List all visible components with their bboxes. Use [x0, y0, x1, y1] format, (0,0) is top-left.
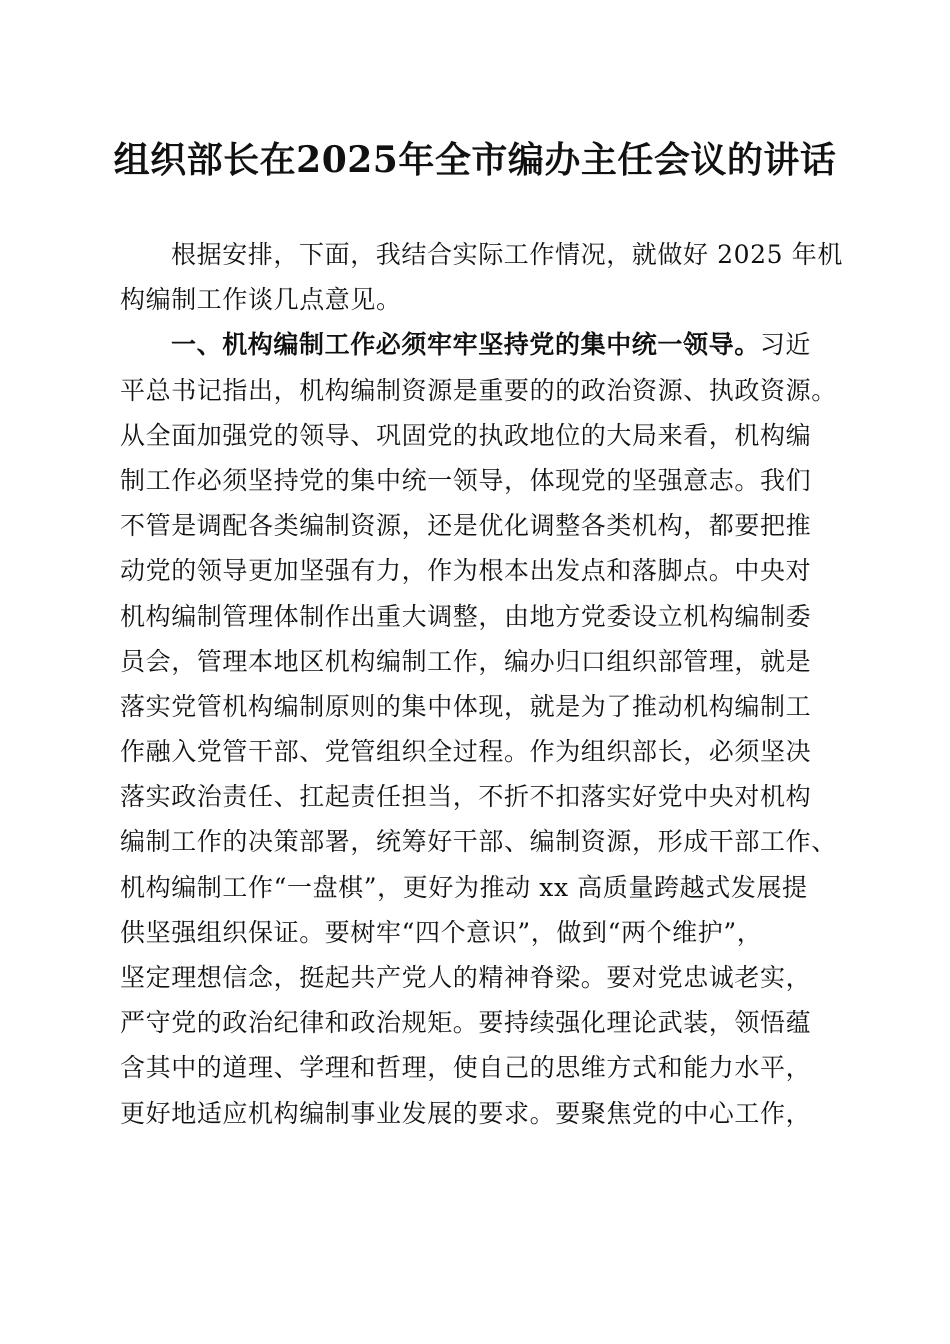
- paragraph-line: 更好地适应机构编制事业发展的要求。要聚焦党的中心工作，: [120, 1098, 812, 1128]
- paragraph-line: 落实党管机构编制原则的集中体现，就是为了推动机构编制工: [120, 691, 812, 721]
- paragraph-line: 从全面加强党的领导、巩固党的执政地位的大局来看，机构编: [120, 420, 812, 450]
- paragraph-line: 员会，管理本地区机构编制工作，编办归口组织部管理，就是: [120, 646, 812, 676]
- document-title: 组织部长在2025年全市编办主任会议的讲话: [113, 139, 837, 181]
- paragraph-line: 制工作必须坚持党的集中统一领导，体现党的坚强意志。我们: [120, 465, 812, 495]
- paragraph-line: 落实政治责任、扛起责任担当，不折不扣落实好党中央对机构: [120, 782, 812, 812]
- section-heading: 一、机构编制工作必须牢牢坚持党的集中统一领导。: [171, 330, 760, 360]
- document-body: [120, 236, 843, 1140]
- paragraph-line: 严守党的政治纪律和政治规矩。要持续强化理论武装，领悟蕴: [120, 1008, 812, 1038]
- paragraph-line: 不管是调配各类编制资源，还是优化调整各类机构，都要把推: [120, 511, 812, 541]
- paragraph-line: 机构编制工作“一盘棋”，更好为推动 xx 高质量跨越式发展提: [120, 872, 808, 902]
- paragraph-line: 坚定理想信念，挺起共产党人的精神脊梁。要对党忠诚老实，: [120, 963, 812, 992]
- paragraph-line: 根据安排，下面，我结合实际工作情况，就做好 2025 年机: [171, 240, 843, 269]
- paragraph-line: 动党的领导更加坚强有力，作为根本出发点和落脚点。中央对: [120, 556, 812, 586]
- paragraph-line: 含其中的道理、学理和哲理，使自己的思维方式和能力水平，: [120, 1053, 812, 1083]
- paragraph-line: 构编制工作谈几点意见。: [120, 285, 402, 315]
- paragraph-line: 供坚强组织保证。要树牢“四个意识”，做到“两个维护”，: [120, 917, 763, 947]
- paragraph-line: 平总书记指出，机构编制资源是重要的的政治资源、执政资源。: [120, 375, 837, 405]
- paragraph-line: 作融入党管干部、党管组织全过程。作为组织部长，必须坚决: [120, 737, 812, 767]
- paragraph-line: 编制工作的决策部署，统筹好干部、编制资源，形成干部工作、: [120, 827, 837, 857]
- paragraph-line: 机构编制管理体制作出重大调整，由地方党委设立机构编制委: [120, 601, 812, 631]
- paragraph-text: 习近: [759, 330, 812, 360]
- section-heading-line: [120, 326, 835, 371]
